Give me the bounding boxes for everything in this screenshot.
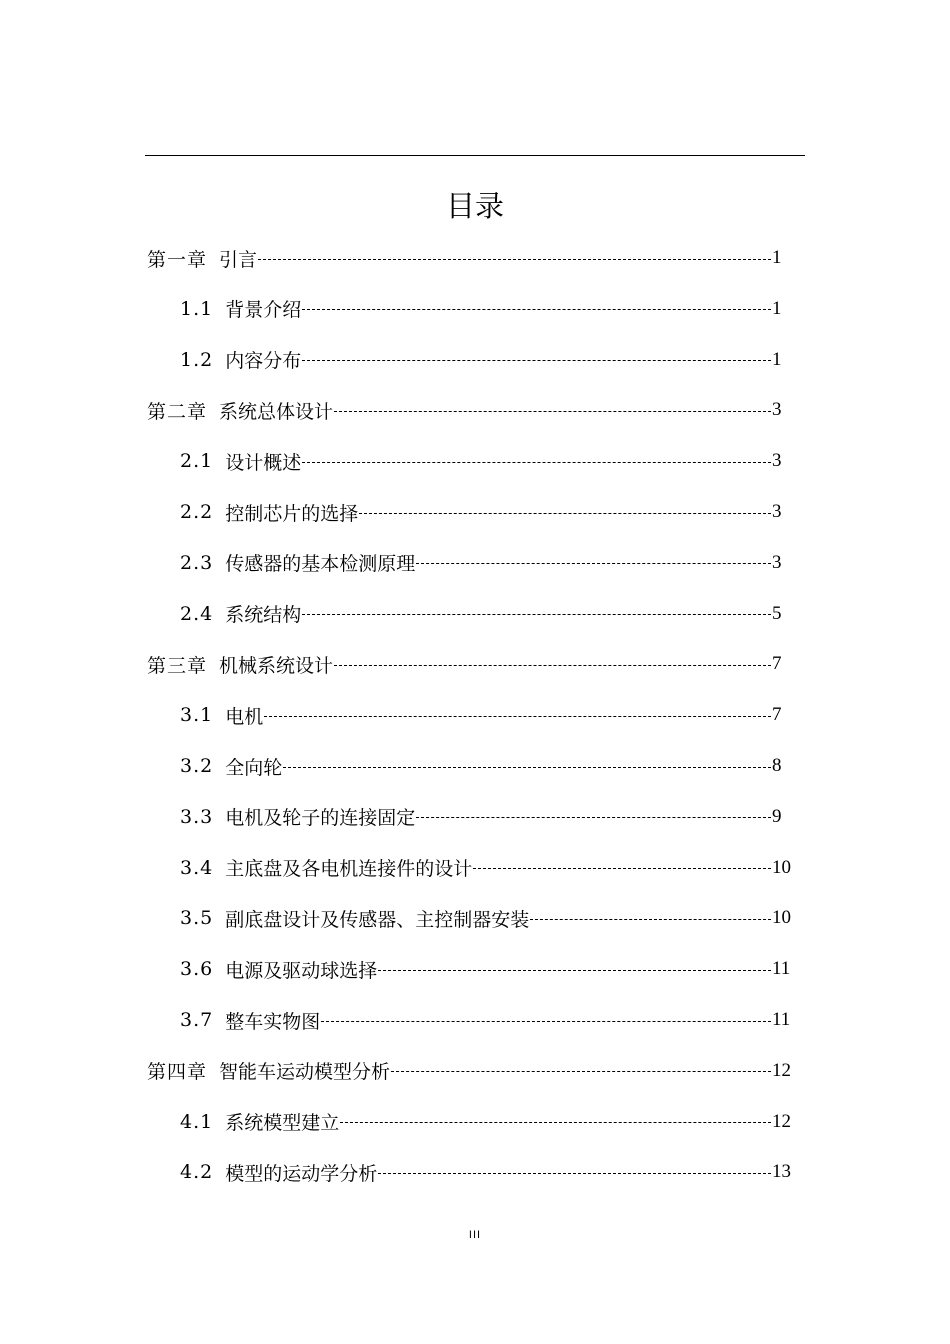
toc-entry-label: 内容分布 <box>225 350 302 373</box>
toc-leader-dashes <box>378 1173 771 1174</box>
page-title: 目录 <box>445 189 504 223</box>
toc-entry-label: 副底盘设计及传感器、主控制器安装 <box>225 908 530 931</box>
toc-section-entry[interactable] <box>180 854 792 882</box>
toc-entry-number: 3.3 <box>180 805 214 828</box>
toc-entry-page: 10 <box>772 856 791 878</box>
toc-entry-label: 机械系统设计 <box>219 654 334 677</box>
toc-leader-dashes <box>302 360 771 361</box>
toc-entry-number: 3.6 <box>180 958 214 981</box>
toc-entry-page: 11 <box>772 1009 791 1030</box>
toc-entry-number: 2.4 <box>180 602 214 625</box>
toc-entry-page: 11 <box>772 958 791 980</box>
toc-entry-page: 12 <box>772 1059 791 1081</box>
toc-section-entry[interactable] <box>180 600 792 628</box>
toc-leader-dashes <box>258 259 771 260</box>
toc-leader-dashes <box>302 462 771 463</box>
toc-entry-label: 全向轮 <box>225 756 283 779</box>
toc-leader-dashes <box>264 716 771 717</box>
toc-entry-number: 2.2 <box>180 501 214 523</box>
toc-leader-dashes <box>302 309 771 310</box>
toc-entry-page: 1 <box>772 247 782 268</box>
toc-leader-dashes <box>302 614 771 615</box>
toc-entry-label: 电机 <box>225 705 264 728</box>
toc-entry-number: 4.2 <box>180 1161 214 1184</box>
toc-entry-page: 1 <box>772 348 782 370</box>
toc-entry-label: 背景介绍 <box>225 299 302 322</box>
toc-entry-page: 7 <box>772 704 782 726</box>
toc-section-entry[interactable] <box>180 904 792 932</box>
toc-entry-page: 10 <box>772 907 791 929</box>
toc-entry-number: 第一章 <box>147 248 208 271</box>
toc-entry-page: 8 <box>772 755 782 776</box>
toc-section-entry[interactable] <box>180 549 792 577</box>
toc-leader-dashes <box>416 817 771 818</box>
toc-leader-dashes <box>416 563 771 564</box>
toc-entry-label: 模型的运动学分析 <box>225 1162 378 1185</box>
toc-entry-number: 第三章 <box>147 654 208 677</box>
toc-entry-number: 3.4 <box>180 856 214 879</box>
toc-entry-label: 引言 <box>219 248 258 271</box>
toc-entry-page: 9 <box>772 805 782 827</box>
toc-entry-page: 3 <box>772 450 782 472</box>
toc-entry-number: 3.1 <box>180 704 214 727</box>
toc-entry-label: 传感器的基本检测原理 <box>225 553 416 576</box>
toc-section-entry[interactable] <box>180 1108 792 1136</box>
toc-entry-page: 7 <box>772 653 782 675</box>
toc-entry-number: 1.2 <box>180 348 214 371</box>
toc-entry-label: 控制芯片的选择 <box>225 502 359 525</box>
toc-section-entry[interactable] <box>180 346 792 374</box>
toc-entry-number: 2.1 <box>180 450 214 473</box>
toc-section-entry[interactable] <box>180 1158 792 1186</box>
toc-entry-label: 系统总体设计 <box>219 400 334 423</box>
toc-chapter-entry[interactable] <box>147 650 792 678</box>
toc-section-entry[interactable] <box>180 498 792 526</box>
toc-entry-number: 第四章 <box>147 1061 208 1084</box>
toc-entry-label: 系统模型建立 <box>225 1112 340 1135</box>
toc-leader-dashes <box>340 1122 771 1123</box>
toc-entry-number: 3.5 <box>180 907 214 930</box>
toc-leader-dashes <box>359 513 771 514</box>
toc-entry-page: 3 <box>772 551 782 573</box>
toc-entry-label: 智能车运动模型分析 <box>219 1061 391 1084</box>
toc-entry-number: 2.3 <box>180 551 214 574</box>
toc-section-entry[interactable] <box>180 295 792 323</box>
toc-entry-label: 主底盘及各电机连接件的设计 <box>225 858 473 881</box>
toc-chapter-entry[interactable] <box>147 1057 792 1085</box>
toc-entry-number: 1.1 <box>180 297 214 320</box>
page-number: III <box>468 1229 482 1241</box>
toc-chapter-entry[interactable] <box>147 244 792 272</box>
toc-entry-label: 整车实物图 <box>225 1010 321 1033</box>
toc-entry-page: 13 <box>772 1161 791 1183</box>
toc-entry-number: 3.2 <box>180 755 214 777</box>
toc-section-entry[interactable] <box>180 752 792 780</box>
toc-leader-dashes <box>391 1071 771 1072</box>
toc-chapter-entry[interactable] <box>147 396 792 424</box>
toc-leader-dashes <box>473 868 771 869</box>
toc-section-entry[interactable] <box>180 447 792 475</box>
toc-leader-dashes <box>334 665 771 666</box>
toc-entry-label: 系统结构 <box>225 604 302 627</box>
toc-entry-number: 4.1 <box>180 1110 214 1133</box>
toc-entry-label: 设计概述 <box>225 451 302 474</box>
toc-leader-dashes <box>321 1021 771 1022</box>
toc-leader-dashes <box>378 970 771 971</box>
toc-entry-number: 3.7 <box>180 1009 214 1031</box>
toc-entry-page: 3 <box>772 399 782 421</box>
toc-entry-page: 1 <box>772 297 782 319</box>
toc-section-entry[interactable] <box>180 955 792 983</box>
toc-section-entry[interactable] <box>180 803 792 831</box>
toc-section-entry[interactable] <box>180 701 792 729</box>
toc-entry-page: 5 <box>772 602 782 624</box>
toc-section-entry[interactable] <box>180 1006 792 1034</box>
toc-entry-page: 3 <box>772 501 782 522</box>
toc-leader-dashes <box>334 411 771 412</box>
toc-entry-number: 第二章 <box>147 400 208 423</box>
toc-leader-dashes <box>530 919 771 920</box>
toc-entry-page: 12 <box>772 1110 791 1132</box>
toc-entry-label: 电源及驱动球选择 <box>225 959 378 982</box>
toc-entry-label: 电机及轮子的连接固定 <box>225 807 416 830</box>
toc-leader-dashes <box>283 767 771 768</box>
